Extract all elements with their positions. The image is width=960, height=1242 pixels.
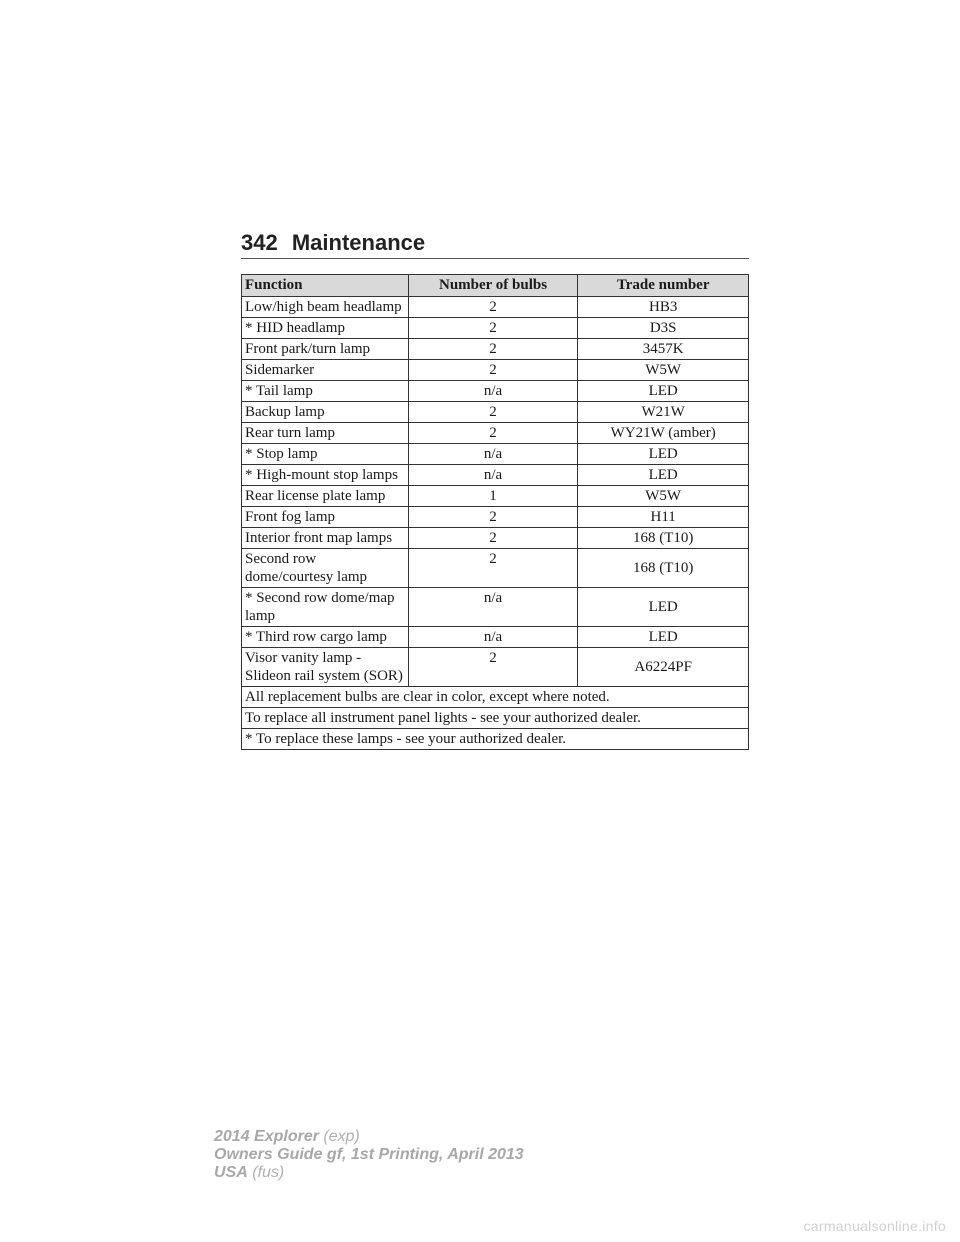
trade-number-cell: LED bbox=[578, 588, 749, 627]
function-cell: * Second row dome/map lamp bbox=[242, 588, 409, 627]
function-cell: Interior front map lamps bbox=[242, 528, 409, 549]
table-header-row bbox=[242, 275, 749, 297]
footer-market-code: (fus) bbox=[252, 1164, 285, 1181]
function-cell: Sidemarker bbox=[242, 360, 409, 381]
trade-number-cell: 168 (T10) bbox=[578, 549, 749, 588]
bulb-count-cell: 2 bbox=[408, 507, 578, 528]
trade-number-cell: D3S bbox=[578, 318, 749, 339]
bulb-count-cell: n/a bbox=[408, 627, 578, 648]
bulb-table bbox=[241, 274, 749, 750]
table-row bbox=[242, 627, 749, 648]
bulb-count-cell: 2 bbox=[408, 360, 578, 381]
table-note: * To replace these lamps - see your authorized dealer. bbox=[242, 729, 749, 750]
table-row bbox=[242, 507, 749, 528]
function-cell: * HID headlamp bbox=[242, 318, 409, 339]
section-title: Maintenance bbox=[291, 230, 426, 255]
table-row bbox=[242, 465, 749, 486]
trade-number-cell: W21W bbox=[578, 402, 749, 423]
function-cell: Backup lamp bbox=[242, 402, 409, 423]
footer-model-line bbox=[214, 1128, 524, 1146]
table-row bbox=[242, 318, 749, 339]
table-row bbox=[242, 402, 749, 423]
function-cell: Front park/turn lamp bbox=[242, 339, 409, 360]
table-row bbox=[242, 423, 749, 444]
bulb-count-cell: 2 bbox=[408, 528, 578, 549]
table-row bbox=[242, 360, 749, 381]
bulb-count-cell: n/a bbox=[408, 444, 578, 465]
trade-number-cell: W5W bbox=[578, 486, 749, 507]
function-cell: Second row dome/courtesy lamp bbox=[242, 549, 409, 588]
table-row bbox=[242, 549, 749, 588]
bulb-count-cell: 2 bbox=[408, 423, 578, 444]
bulb-count-cell: 2 bbox=[408, 339, 578, 360]
bulb-count-cell: n/a bbox=[408, 381, 578, 402]
bulb-count-cell: 2 bbox=[408, 549, 578, 588]
table-row bbox=[242, 486, 749, 507]
footer-model-code: (exp) bbox=[323, 1128, 360, 1145]
function-cell: * Third row cargo lamp bbox=[242, 627, 409, 648]
table-note: All replacement bulbs are clear in color, except where noted. bbox=[242, 687, 749, 708]
function-cell: Rear license plate lamp bbox=[242, 486, 409, 507]
trade-number-cell: LED bbox=[578, 627, 749, 648]
table-row bbox=[242, 588, 749, 627]
table-row bbox=[242, 297, 749, 318]
bulb-count-cell: 2 bbox=[408, 402, 578, 423]
bulb-count-cell: 2 bbox=[408, 297, 578, 318]
footer-guide: Owners Guide gf, 1st Printing, April 2013 bbox=[214, 1146, 524, 1163]
table-note-row bbox=[242, 687, 749, 708]
page-number: 342 bbox=[241, 230, 278, 255]
table-row bbox=[242, 444, 749, 465]
trade-number-cell: LED bbox=[578, 381, 749, 402]
bulb-count-cell: 2 bbox=[408, 648, 578, 687]
trade-number-cell: W5W bbox=[578, 360, 749, 381]
bulb-count-cell: n/a bbox=[408, 588, 578, 627]
trade-number-cell: WY21W (amber) bbox=[578, 423, 749, 444]
trade-number-cell: LED bbox=[578, 465, 749, 486]
table-row bbox=[242, 339, 749, 360]
bulb-count-cell: 1 bbox=[408, 486, 578, 507]
page-header bbox=[241, 228, 749, 259]
column-header: Trade number bbox=[578, 275, 749, 297]
column-header: Function bbox=[242, 275, 409, 297]
table-note: To replace all instrument panel lights - see your authorized dealer. bbox=[242, 708, 749, 729]
trade-number-cell: HB3 bbox=[578, 297, 749, 318]
table-note-row bbox=[242, 729, 749, 750]
trade-number-cell: LED bbox=[578, 444, 749, 465]
table-row bbox=[242, 381, 749, 402]
footer-market-line bbox=[214, 1164, 524, 1182]
watermark: carmanualsonline.info bbox=[803, 1218, 946, 1234]
function-cell: * Tail lamp bbox=[242, 381, 409, 402]
table-row bbox=[242, 648, 749, 687]
footer-model: 2014 Explorer bbox=[214, 1128, 319, 1145]
trade-number-cell: 168 (T10) bbox=[578, 528, 749, 549]
footer-market: USA bbox=[214, 1164, 248, 1181]
function-cell: Rear turn lamp bbox=[242, 423, 409, 444]
table-row bbox=[242, 528, 749, 549]
column-header: Number of bulbs bbox=[408, 275, 578, 297]
trade-number-cell: A6224PF bbox=[578, 648, 749, 687]
function-cell: * Stop lamp bbox=[242, 444, 409, 465]
bulb-count-cell: 2 bbox=[408, 318, 578, 339]
function-cell: Visor vanity lamp - Slideon rail system (SOR) bbox=[242, 648, 409, 687]
document-footer bbox=[214, 1128, 524, 1182]
trade-number-cell: 3457K bbox=[578, 339, 749, 360]
bulb-count-cell: n/a bbox=[408, 465, 578, 486]
trade-number-cell: H11 bbox=[578, 507, 749, 528]
function-cell: Low/high beam headlamp bbox=[242, 297, 409, 318]
function-cell: Front fog lamp bbox=[242, 507, 409, 528]
table-note-row bbox=[242, 708, 749, 729]
function-cell: * High-mount stop lamps bbox=[242, 465, 409, 486]
